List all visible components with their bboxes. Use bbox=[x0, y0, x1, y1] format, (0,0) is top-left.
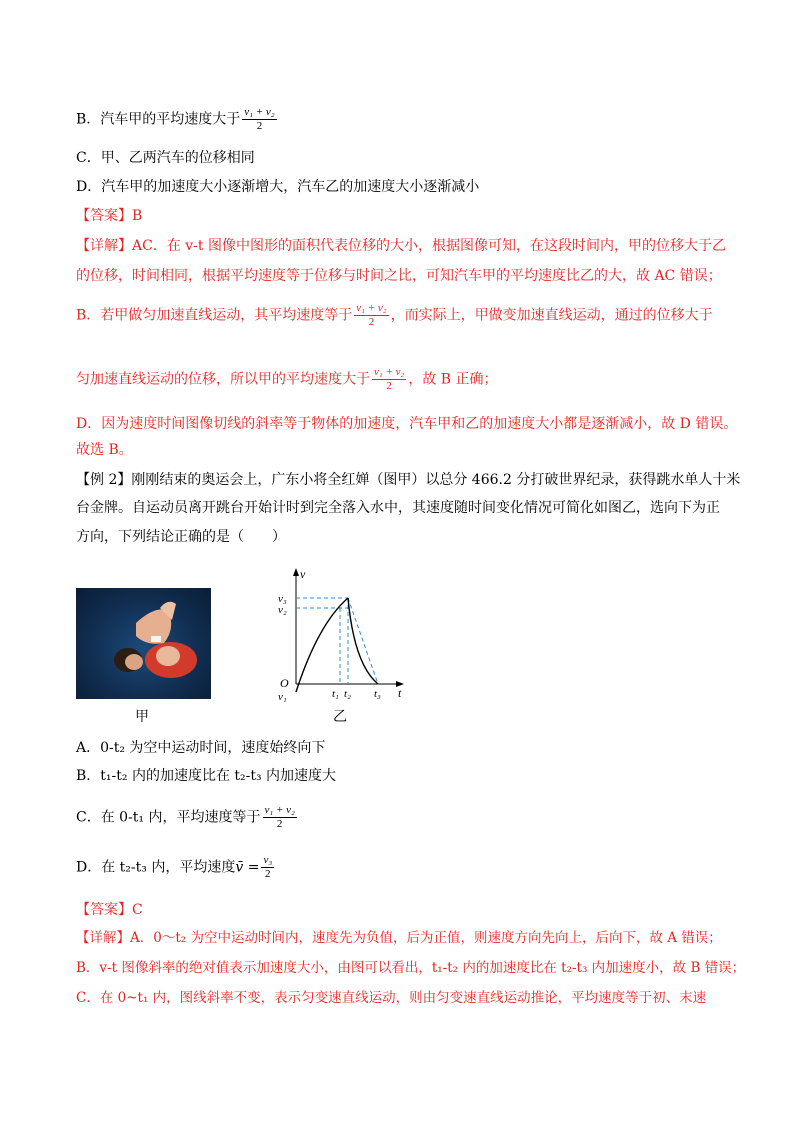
answer-1: 【答案】B bbox=[76, 208, 143, 224]
detail-1-line-b: 的位移，时间相同，根据平均速度等于位移与时间之比，可知汽车甲的平均速度比乙的大，故 AC 错误； bbox=[76, 268, 722, 284]
fraction-v3: $\frac{\text{v₃}}{2}$ bbox=[263, 854, 273, 880]
x-axis-label: t bbox=[398, 686, 402, 700]
fraction-v1-v2: $\frac{\text{v₁ + v₂}}{2}$ bbox=[244, 106, 275, 132]
uniform-decel-dashed bbox=[348, 598, 378, 684]
option-a-2: A．0-t₂ 为空中运动时间，速度始终向下 bbox=[76, 740, 326, 756]
diver-photo bbox=[76, 588, 211, 699]
detail-2-line-b: B．v-t 图像斜率的绝对值表示加速度大小，由图可以看出，t₁-t₂ 内的加速度比在 t₂-t₃ 内加速度小，故 B 错误； bbox=[76, 960, 746, 976]
detail-1-line-a: 【详解】AC．在 v-t 图像中图形的面积代表位移的大小，根据图像可知，在这段时间内，甲的位移大于乙 bbox=[76, 238, 726, 254]
fraction-v1-v2-b: $\frac{\text{v₁ + v₂}}{2}$ bbox=[356, 302, 387, 328]
option-b-line bbox=[76, 106, 279, 133]
t1-label: t₁ bbox=[332, 688, 339, 700]
answer-2: 【答案】C bbox=[76, 902, 143, 918]
detail-1-line-c: B．若甲做匀加速直线运动，其平均速度等于 $\frac{\text{v₁ + v₂}}{2}$ ，而实际上，甲做变加速直线运动，通过的位移大于 bbox=[76, 302, 713, 328]
detail-1-line-f: 故选 B。 bbox=[76, 442, 133, 458]
y-axis-arrow bbox=[293, 568, 299, 576]
option-d-text: D．汽车甲的加速度大小逐渐增大，汽车乙的加速度大小逐渐减小 bbox=[76, 179, 480, 195]
origin-label: O bbox=[280, 676, 289, 690]
fraction-v1-v2-d: $\frac{\text{v₁ + v₂}}{2}$ bbox=[264, 804, 295, 830]
detail-1-line-d: 匀加速直线运动的位移，所以甲的平均速度大于 $\frac{\text{v₁ + v₂}}{2}$ ，故 B 正确； bbox=[76, 366, 498, 392]
y-axis-label: v bbox=[300, 567, 306, 581]
t3-label: t₃ bbox=[374, 688, 381, 700]
v1-label: v₁ bbox=[278, 691, 287, 703]
v2-label: v₂ bbox=[278, 604, 287, 616]
option-c-text: C．甲、乙两汽车的位移相同 bbox=[76, 150, 255, 166]
example-2-line-c: 方向，下列结论正确的是（ ） bbox=[76, 529, 286, 545]
t2-label: t₂ bbox=[344, 688, 351, 700]
detail-1-line-e: D．因为速度时间图像切线的斜率等于物体的加速度，汽车甲和乙的加速度大小都是逐渐减小，故 D 错误。 bbox=[76, 416, 738, 432]
vt-graph bbox=[270, 564, 420, 714]
detail-2-line-a: 【详解】A．0～t₂ 为空中运动时间内，速度先为负值，后为正值，则速度方向先向上，后向下，故 A 错误； bbox=[76, 930, 722, 946]
option-b-text: B．汽车甲的平均速度大于 bbox=[76, 111, 241, 128]
caption-jia: 甲 bbox=[135, 709, 149, 725]
option-b-2: B．t₁-t₂ 内的加速度比在 t₂-t₃ 内加速度大 bbox=[76, 768, 337, 784]
fraction-v1-v2-c: $\frac{\text{v₁ + v₂}}{2}$ bbox=[374, 366, 405, 392]
detail-2-line-c: C．在 0~t₁ 内，图线斜率不变，表示匀变速直线运动，则由匀变速直线运动推论，平均速度等于初、末速 bbox=[76, 990, 707, 1006]
caption-yi: 乙 bbox=[333, 709, 347, 725]
option-d-2: D．在 t₂-t₃ 内，平均速度v̄ = $\frac{\text{v₃}}{2}$ bbox=[76, 854, 273, 880]
v3-label: v₃ bbox=[278, 593, 287, 605]
example-2-line-a: 【例 2】刚刚结束的奥运会上，广东小将全红婵（图甲）以总分 466.2 分打破世界纪录，获得跳水单人十米 bbox=[76, 472, 741, 488]
option-c-2: C．在 0-t₁ 内，平均速度等于 $\frac{\text{v₁ + v₂}}{2}$ bbox=[76, 804, 295, 830]
example-2-line-b: 台金牌。自运动员离开跳台开始计时到完全落入水中，其速度随时间变化情况可简化如图乙，选向下为正 bbox=[76, 500, 720, 516]
